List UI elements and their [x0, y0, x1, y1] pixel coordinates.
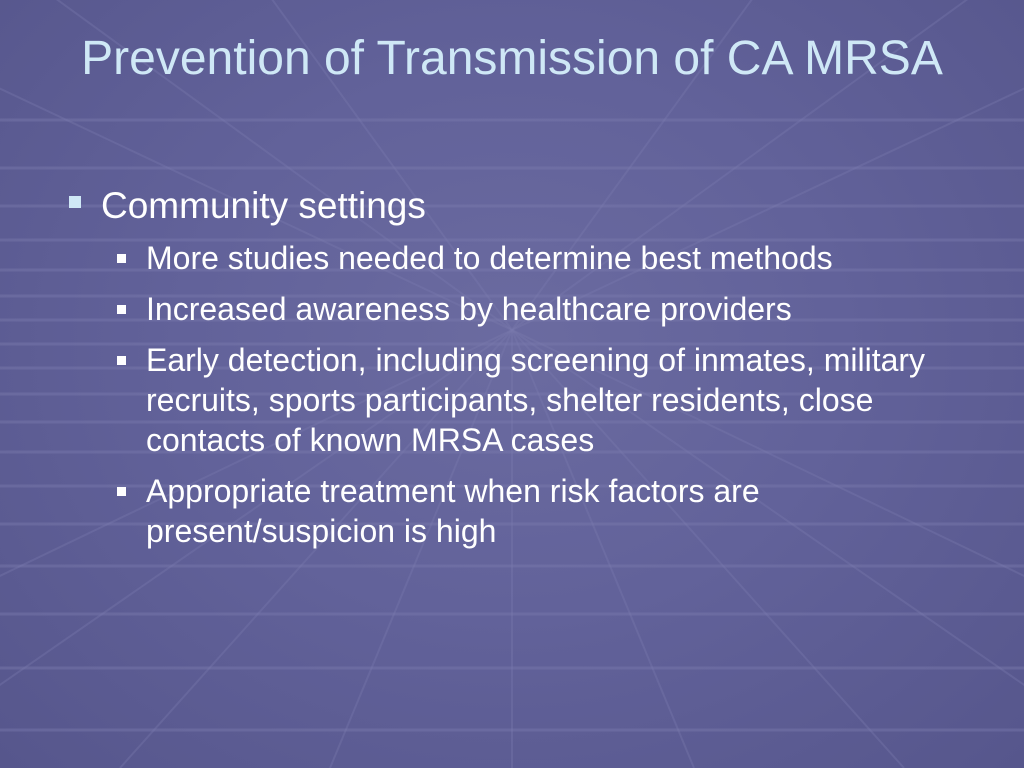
square-bullet-icon: [117, 305, 126, 314]
sub-bullet-item: [64, 289, 966, 329]
sub-bullet-list: [64, 238, 964, 551]
sub-bullet-text: Appropriate treatment when risk factors are present/suspicion is high: [146, 473, 760, 549]
bullet-heading-text: Community settings: [101, 185, 426, 226]
slide-title: Prevention of Transmission of CA MRSA: [81, 32, 943, 85]
bullet-level1: [64, 184, 964, 228]
sub-bullet-text: More studies needed to determine best methods: [146, 240, 833, 276]
sub-bullet-item: [64, 471, 966, 551]
square-bullet-icon: [117, 356, 126, 365]
square-bullet-icon: [117, 487, 126, 496]
sub-bullet-item: [64, 238, 966, 278]
slide-body: [64, 184, 964, 562]
square-bullet-icon: [117, 254, 126, 263]
sub-bullet-item: [64, 340, 966, 460]
square-bullet-icon: [69, 196, 81, 208]
sub-bullet-text: Increased awareness by healthcare providers: [146, 291, 792, 327]
sub-bullet-text: Early detection, including screening of inmates, military recruits, sports participants, shelter residents, close contacts of known MRSA cases: [146, 342, 926, 458]
